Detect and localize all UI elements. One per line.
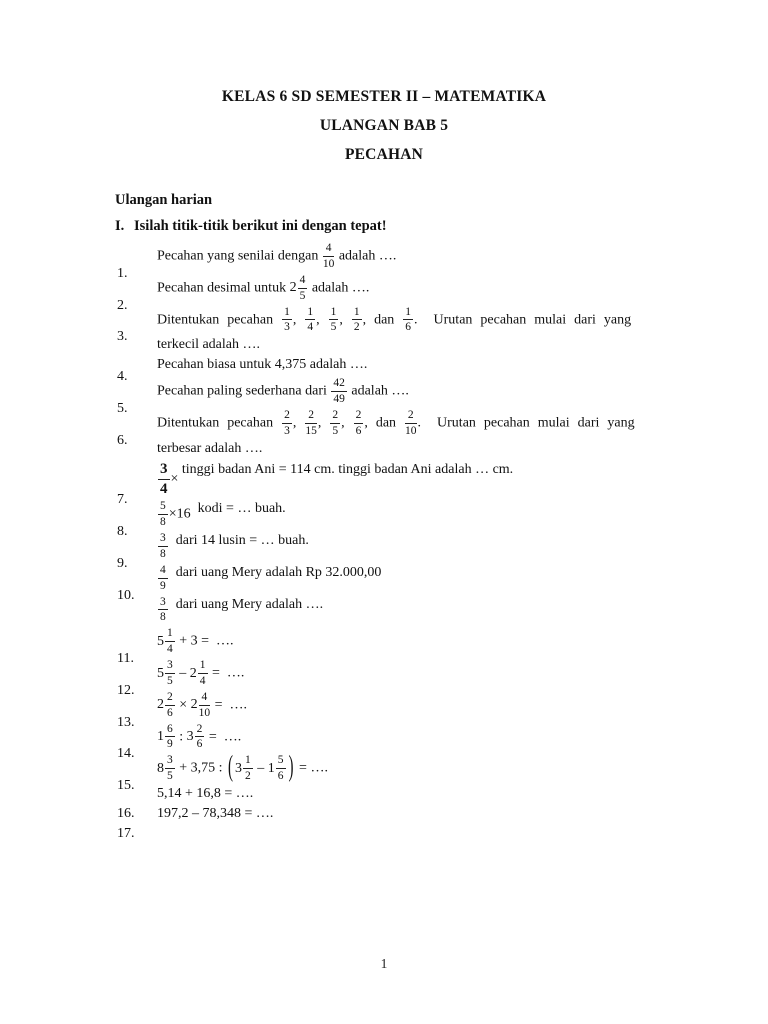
question-text: Ditentukan pecahan — [157, 312, 282, 328]
fraction — [323, 242, 335, 271]
question-line — [117, 242, 660, 281]
fraction — [158, 596, 168, 625]
fraction — [330, 409, 340, 438]
fraction-numerator: 2 — [305, 409, 317, 424]
question-item — [117, 532, 660, 571]
title-line-2: ULANGAN BAB 5 — [319, 117, 449, 134]
question-text: + 3 = …. — [175, 633, 234, 649]
fraction-numerator: 3 — [158, 532, 168, 547]
fraction — [282, 306, 292, 335]
section-instruction — [115, 218, 660, 235]
question-text: Ditentukan pecahan — [157, 415, 282, 431]
fraction-numerator: 1 — [165, 627, 175, 642]
question-line — [117, 627, 660, 667]
section-roman-numeral: I. — [115, 218, 125, 234]
mixed-number-whole: 2 — [289, 280, 297, 296]
question-text: ×16 — [168, 506, 191, 522]
mixed-number — [289, 273, 309, 302]
question-text: = …. — [211, 697, 248, 713]
fraction-numerator: 1 — [352, 306, 362, 321]
fraction-denominator: 4 — [167, 643, 173, 656]
question-text: = …. — [205, 729, 242, 745]
question-text: tinggi badan Ani = 114 cm. tinggi badan Ani adalah … cm. — [178, 461, 514, 477]
question-text: dari 14 lusin = … buah. — [168, 533, 309, 549]
fraction — [165, 723, 175, 752]
question-text: Pecahan paling sederhana dari — [157, 383, 331, 399]
fraction-numerator: 6 — [165, 723, 175, 738]
fraction-denominator: 9 — [160, 579, 166, 592]
fraction-denominator: 5 — [299, 289, 306, 302]
fraction — [403, 306, 413, 335]
mixed-number-whole: 2 — [157, 697, 164, 713]
fraction-numerator: 2 — [405, 409, 417, 424]
question-line — [117, 377, 660, 416]
fraction-denominator: 8 — [160, 611, 166, 624]
question-text: . Urutan pecahan mulai dari yang — [414, 312, 632, 328]
tall-parenthesis: ) — [288, 751, 294, 784]
question-text: × — [175, 697, 191, 713]
fraction-denominator: 6 — [196, 738, 203, 751]
fraction-numerator: 1 — [329, 306, 339, 321]
fraction-denominator: 4 — [199, 674, 206, 687]
fraction — [305, 306, 315, 335]
question-number: 9. — [117, 555, 128, 571]
question-number: 16. — [117, 806, 135, 822]
mixed-number — [157, 659, 176, 687]
fraction-numerator: 4 — [298, 274, 308, 289]
fraction-numerator: 3 — [158, 461, 170, 480]
question-number: 11. — [117, 651, 134, 667]
fraction-denominator: 2 — [245, 770, 251, 783]
fraction-numerator: 3 — [165, 754, 175, 769]
document-header — [0, 0, 768, 164]
question-text: – — [175, 665, 190, 681]
fraction-numerator: 42 — [331, 377, 347, 392]
question-line — [117, 826, 660, 843]
question-line — [157, 337, 660, 354]
fraction-numerator: 5 — [276, 754, 286, 769]
mixed-number — [157, 754, 176, 783]
fraction-denominator: 6 — [277, 770, 284, 783]
page-number: 1 — [380, 956, 388, 971]
fraction-numerator: 1 — [403, 306, 413, 321]
fraction-denominator: 5 — [330, 321, 337, 334]
mixed-number — [157, 722, 176, 751]
mixed-number — [186, 722, 206, 751]
mixed-number-whole: 1 — [157, 729, 164, 745]
title-line-3: PECAHAN — [344, 146, 424, 163]
fraction-denominator: 3 — [284, 424, 290, 437]
fraction — [276, 754, 286, 783]
question-item — [117, 460, 660, 508]
document-body — [115, 192, 660, 843]
question-line — [117, 460, 660, 508]
mixed-number — [190, 690, 212, 719]
question-number: 13. — [117, 714, 135, 730]
fraction — [158, 500, 168, 529]
question-text: 5,14 + 16,8 = …. — [157, 786, 254, 802]
fraction-numerator: 2 — [282, 409, 292, 424]
fraction — [329, 306, 339, 335]
fraction-numerator: 1 — [305, 306, 315, 321]
fraction — [165, 754, 175, 783]
question-item — [117, 242, 660, 281]
fraction — [165, 627, 175, 656]
question-text: = …. — [208, 665, 245, 681]
question-item — [157, 786, 660, 803]
section-subtitle: Ulangan harian — [115, 192, 213, 208]
fraction — [195, 723, 205, 752]
fraction-denominator: 10 — [322, 257, 335, 270]
fraction-denominator: 15 — [305, 424, 317, 437]
fraction-numerator: 2 — [165, 691, 175, 706]
question-number: 15. — [117, 778, 135, 794]
mixed-number-whole: 2 — [189, 665, 197, 681]
question-text: , — [316, 312, 328, 328]
fraction-numerator: 4 — [158, 564, 168, 579]
mixed-number-whole: 3 — [186, 729, 194, 745]
question-item — [117, 627, 660, 667]
fraction — [165, 691, 175, 720]
question-line — [157, 441, 660, 458]
fraction-denominator: 4 — [307, 321, 314, 334]
fraction — [158, 564, 168, 593]
question-item — [117, 273, 660, 313]
question-line — [117, 532, 660, 571]
section-instruction-text: Isilah titik-titik berikut ini dengan tepat! — [134, 218, 387, 234]
question-text: : — [175, 729, 187, 745]
question-line — [157, 786, 660, 803]
question-text: + 3,75 : — [175, 760, 227, 776]
question-text: dari uang Mery adalah Rp 32.000,00 — [168, 564, 382, 580]
fraction — [354, 409, 364, 438]
question-text: adalah …. — [347, 383, 409, 399]
fraction-denominator: 8 — [160, 516, 166, 529]
question-line — [157, 596, 660, 625]
fraction — [199, 691, 211, 720]
question-text: , dan — [364, 415, 405, 431]
question-number: 7. — [117, 492, 128, 508]
question-text: Pecahan desimal untuk — [157, 280, 290, 296]
fraction-denominator: 49 — [333, 393, 345, 406]
mixed-number-whole: 5 — [157, 665, 164, 681]
fraction — [243, 754, 253, 783]
question-list — [115, 242, 660, 843]
question-number: 5. — [117, 401, 128, 416]
fraction-numerator: 3 — [165, 659, 175, 674]
question-item — [117, 409, 660, 458]
fraction — [282, 409, 292, 438]
fraction-denominator: 6 — [405, 321, 412, 334]
question-item — [117, 806, 660, 823]
question-number: 2. — [117, 297, 128, 313]
question-number: 1. — [117, 265, 128, 281]
mixed-number — [157, 690, 176, 719]
question-line — [117, 500, 660, 540]
question-number: 8. — [117, 524, 128, 540]
question-item — [117, 305, 660, 355]
question-text: , — [292, 312, 305, 328]
fraction-numerator: 1 — [282, 306, 292, 321]
question-text: adalah …. — [335, 248, 397, 264]
question-number: 4. — [117, 369, 128, 385]
fraction-denominator: 10 — [405, 424, 417, 437]
question-number: 12. — [117, 682, 135, 698]
question-text: terbesar adalah …. — [157, 440, 263, 456]
question-number: 6. — [117, 432, 128, 448]
mixed-number-whole: 1 — [267, 760, 275, 776]
mixed-number — [157, 627, 176, 656]
mixed-number-whole: 2 — [190, 697, 198, 713]
fraction-numerator: 4 — [199, 691, 211, 706]
question-text: , — [341, 415, 353, 431]
fraction-denominator: 9 — [167, 738, 173, 751]
question-line — [117, 273, 660, 313]
fraction-numerator: 5 — [158, 500, 168, 515]
question-item — [117, 826, 660, 843]
fraction-numerator: 4 — [323, 242, 335, 257]
fraction — [165, 659, 175, 688]
mixed-number-whole: 8 — [157, 760, 164, 776]
question-text: , — [339, 312, 351, 328]
fraction-denominator: 5 — [167, 674, 173, 687]
mixed-number — [267, 754, 287, 783]
question-text: – — [253, 760, 268, 776]
fraction — [298, 274, 308, 303]
question-line — [117, 806, 660, 823]
fraction-numerator: 2 — [330, 409, 340, 424]
fraction-denominator: 5 — [332, 424, 339, 437]
question-number: 3. — [117, 329, 128, 345]
mixed-number-whole: 3 — [235, 760, 243, 776]
fraction-denominator: 4 — [160, 480, 168, 497]
question-text: terkecil adalah …. — [157, 337, 261, 353]
fraction — [158, 532, 168, 561]
title-line-1: KELAS 6 SD SEMESTER II – MATEMATIKA — [221, 88, 547, 105]
question-text: Pecahan yang senilai dengan — [157, 248, 322, 264]
question-text: kodi = … buah. — [190, 501, 286, 517]
mixed-number — [235, 754, 254, 783]
tall-parenthesis: ( — [228, 751, 234, 784]
fraction-denominator: 3 — [284, 321, 290, 334]
question-item — [117, 377, 660, 416]
fraction-numerator: 2 — [195, 723, 205, 738]
fraction — [405, 409, 417, 438]
fraction-numerator: 1 — [198, 659, 208, 674]
question-text: dari uang Mery adalah …. — [168, 596, 324, 612]
fraction-denominator: 10 — [198, 706, 211, 719]
mixed-number-whole: 5 — [157, 633, 164, 649]
question-item — [117, 500, 660, 540]
question-text: Pecahan biasa untuk 4,375 adalah …. — [157, 357, 368, 373]
fraction — [331, 377, 347, 406]
fraction — [305, 409, 317, 438]
question-number: 10. — [117, 587, 135, 603]
fraction-numerator: 1 — [243, 754, 253, 769]
fraction — [352, 306, 362, 335]
fraction — [158, 461, 170, 498]
fraction-denominator: 6 — [355, 424, 362, 437]
fraction-numerator: 3 — [158, 596, 168, 611]
fraction-denominator: 6 — [167, 706, 173, 719]
question-number: 17. — [117, 826, 135, 842]
question-text: adalah …. — [308, 280, 370, 296]
question-line — [117, 563, 660, 603]
question-text: , — [317, 415, 330, 431]
fraction-denominator: 2 — [353, 321, 360, 334]
question-text: , dan — [362, 312, 403, 328]
fraction-denominator: 5 — [167, 770, 173, 783]
question-text: . Urutan pecahan mulai dari yang — [417, 415, 635, 431]
fraction-numerator: 2 — [354, 409, 364, 424]
fraction-denominator: 8 — [160, 547, 166, 560]
question-item — [117, 563, 660, 625]
question-number: 14. — [117, 746, 135, 762]
mixed-number — [189, 659, 209, 687]
question-text: 197,2 – 78,348 = …. — [157, 806, 274, 822]
question-text: , — [292, 415, 305, 431]
question-text: = …. — [295, 760, 328, 776]
fraction — [198, 659, 208, 688]
question-text: × — [170, 471, 179, 487]
